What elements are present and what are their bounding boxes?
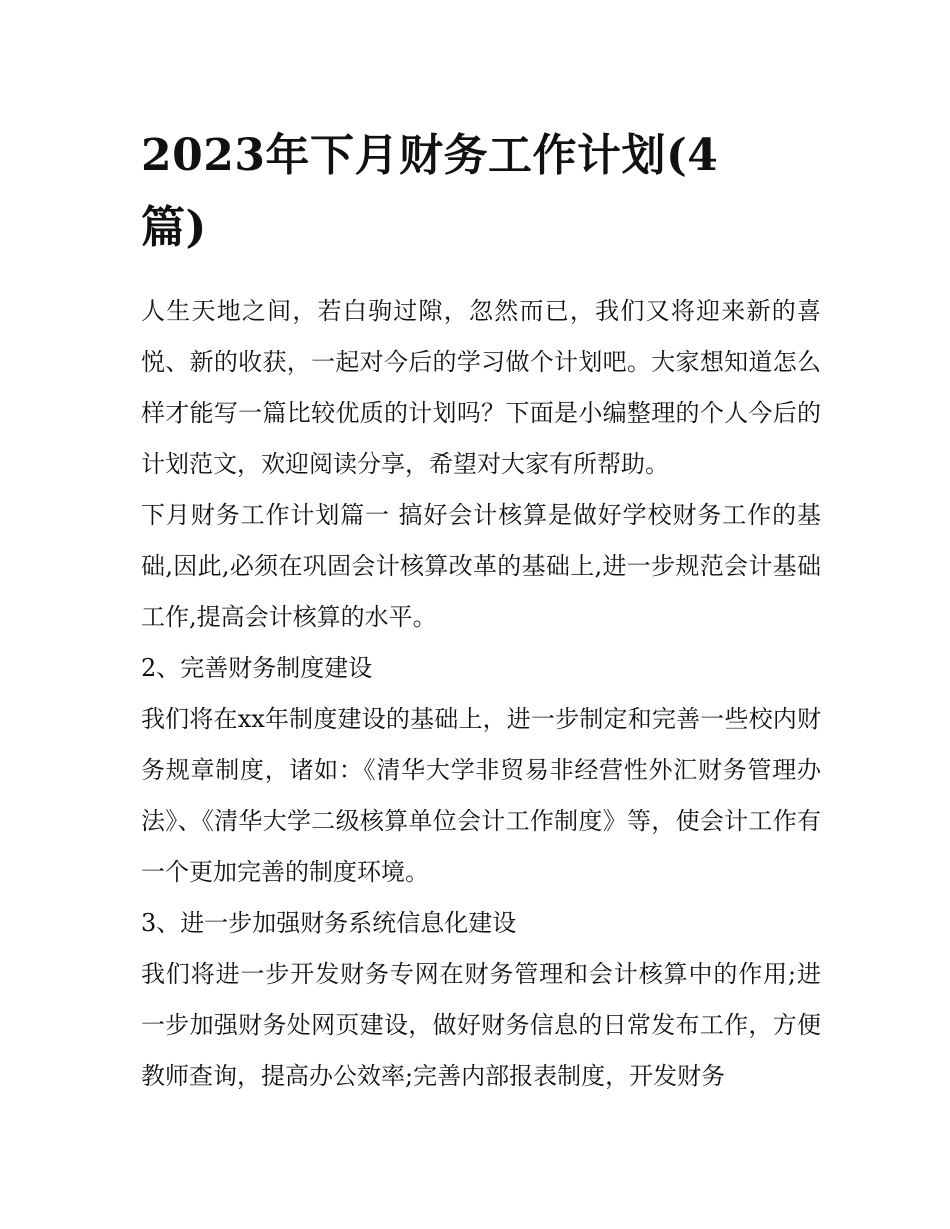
informatization-paragraph: 我们将进一步开发财务专网在财务管理和会计核算中的作用;进一步加强财务处网页建设，做好财务信息的日常发布工作，方便教师查询，提高办公效率;完善内部报表制度，开发财务 (141, 960, 821, 1090)
finance-system-paragraph: 我们将在xx年制度建设的基础上，进一步制定和完善一些校内财务规章制度，诸如：《清华大学非贸易非经营性外汇财务管理办法》、《清华大学二级核算单位会计工作制度》等，使会计工作有一个更加完善的制度环境。 (141, 705, 821, 886)
subheading-finance-system: 2、完善财务制度建设 (141, 654, 373, 682)
subheading-informatization: 3、进一步加强财务系统信息化建设 (141, 909, 517, 937)
section-one-paragraph: 下月财务工作计划篇一 搞好会计核算是做好学校财务工作的基础,因此,必须在巩固会计核算改革的基础上,进一步规范会计基础工作,提高会计核算的水平。 (141, 501, 821, 631)
document-title: 2023年下月财务工作计划(4篇) (141, 130, 719, 253)
document-body (141, 120, 821, 1102)
intro-paragraph: 人生天地之间，若白驹过隙，忽然而已，我们又将迎来新的喜悦、新的收获，一起对今后的学习做个计划吧。大家想知道怎么样才能写一篇比较优质的计划吗？下面是小编整理的个人今后的计划范文，欢迎阅读分享，希望对大家有所帮助。 (141, 297, 821, 478)
